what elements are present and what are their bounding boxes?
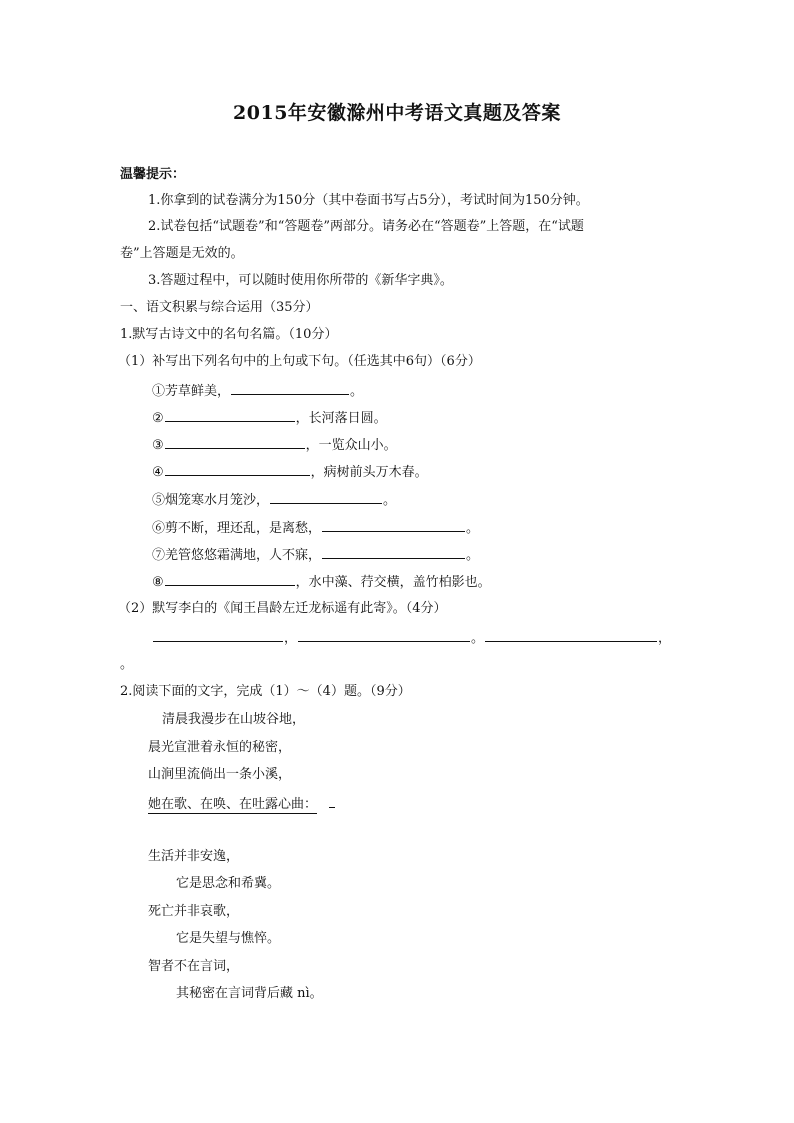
fill-line-text: ①芳草鲜美， [152,384,231,399]
fill-line-1 [152,381,363,401]
fill-line-4 [152,462,428,482]
poem-line-underlined [148,794,335,814]
poem2-line: 它是思念和希冀。 [176,876,281,891]
question-1-sub1: （1）补写出下列名句中的上句或下句。（任选其中6句）（6分） [118,354,481,369]
poem-fill-punct: ， [658,631,672,646]
poem-fill-punct: 。 [471,631,485,646]
fill-line-text: 。 [466,521,480,536]
answer-blank[interactable] [165,462,310,476]
tip-item-2-cont: 卷”上答题是无效的。 [120,246,244,261]
poem2-line: 智者不在言词， [148,959,240,974]
fill-line-8 [152,572,491,592]
poem2-line: 它是失望与憔悴。 [176,931,281,946]
question-1-label: 1.默写古诗文中的名句名篇。（10分） [120,327,338,342]
poem-line: 清晨我漫步在山坡谷地， [162,712,306,727]
fill-line-3 [152,435,397,455]
fill-line-text: 。 [350,384,364,399]
fill-line-2 [152,408,387,428]
tip-item-1: 1.你拿到的试卷满分为150分（其中卷面书写占5分），考试时间为150分钟。 [148,193,589,208]
answer-blank[interactable] [165,572,295,586]
tip-item-2: 2.试卷包括“试题卷”和“答题卷”两部分。请务必在“答题卷”上答题，在“试题 [148,219,584,234]
answer-blank[interactable] [322,518,465,532]
document-title: 2015年安徽滁州中考语文真题及答案 [233,102,561,124]
question-2-label: 2.阅读下面的文字，完成（1）～（4）题。（9分） [120,684,411,699]
fill-line-text: ⑧ [152,575,164,590]
fill-line-6 [152,518,479,538]
fill-line-text: ③ [152,438,164,453]
poem2-line: 生活并非安逸， [148,849,240,864]
tips-heading: 温馨提示： [120,167,186,182]
fill-line-text: ④ [152,465,164,480]
answer-blank[interactable] [165,435,305,449]
poem-fill-line [152,628,671,648]
answer-blank[interactable] [322,545,465,559]
tip-item-3: 3.答题过程中，可以随时使用你所带的《新华字典》。 [148,273,453,288]
fill-line-text: 。 [466,548,480,563]
fill-line-text: ⑤烟笼寒水月笼沙， [152,493,270,508]
poem-line: 山涧里流倘出一条小溪， [148,767,292,782]
underline-tail [329,794,335,808]
answer-blank[interactable] [485,628,657,642]
section-heading: 一、语文积累与综合运用（35分） [120,300,319,315]
fill-line-7 [152,545,479,565]
answer-blank[interactable] [153,628,283,642]
fill-line-text: ，病树前头万木春。 [310,465,428,480]
question-1-sub2: （2）默写李白的《闻王昌龄左迁龙标遥有此寄》。（4分） [118,601,447,616]
answer-blank[interactable] [165,408,295,422]
answer-blank[interactable] [231,381,349,395]
poem2-line: 死亡并非哀歌， [148,904,240,919]
poem2-line: 其秘密在言词背后藏 nì。 [176,986,323,1001]
answer-blank[interactable] [298,628,470,642]
fill-line-text: ，一览众山小。 [305,438,397,453]
fill-line-5 [152,490,396,510]
fill-line-text: ，水中藻、荇交横，盖竹柏影也。 [295,575,491,590]
fill-line-text: 。 [383,493,397,508]
answer-blank[interactable] [270,490,382,504]
poem-fill-punct: ， [284,631,298,646]
poem-line: 晨光宣泄着永恒的秘密， [148,740,292,755]
fill-line-text: ，长河落日圆。 [295,411,387,426]
fill-line-text: ⑥剪不断，理还乱，是离愁， [152,521,322,536]
fill-line-text: ⑦羌管悠悠霜满地，人不寐， [152,548,322,563]
fill-line-text: ② [152,411,164,426]
poem-fill-end: 。 [120,657,134,672]
poem-line-text: 她在歌、在唤、在吐露心曲： [148,797,318,812]
